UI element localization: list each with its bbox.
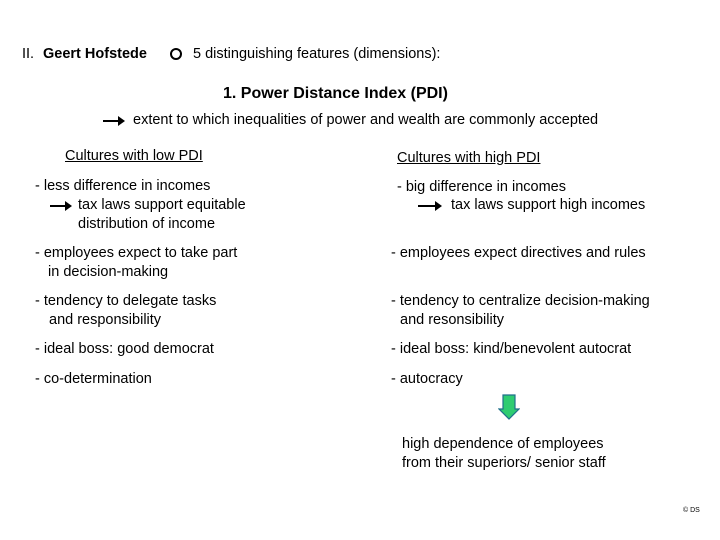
definition-text: extent to which inequalities of power and wealth are commonly accepted xyxy=(133,112,599,128)
right-arrow-icon xyxy=(50,205,70,207)
right-item-5-line1: - autocracy xyxy=(391,371,463,387)
right-item-2-line1: - employees expect directives and rules xyxy=(391,245,646,261)
header-numeral: II. xyxy=(22,46,35,62)
copyright-mark: © DS xyxy=(683,507,700,514)
left-item-3-line2: and responsibility xyxy=(49,312,162,328)
left-item-1-line3: distribution of income xyxy=(78,216,216,232)
author-name: Geert Hofstede xyxy=(43,46,147,62)
right-item-3-line2: and resonsibility xyxy=(400,312,504,328)
left-item-2-line2: in decision-making xyxy=(48,264,169,280)
left-item-1-line1: - less difference in incomes xyxy=(35,178,211,194)
right-arrow-icon xyxy=(418,205,440,207)
circle-bullet-icon xyxy=(170,48,182,60)
header-description: 5 distinguishing features (dimensions): xyxy=(193,46,441,62)
right-item-1-line2: tax laws support high incomes xyxy=(451,197,646,213)
conclusion-line1: high dependence of employees xyxy=(402,436,604,452)
right-item-4-line1: - ideal boss: kind/benevolent autocrat xyxy=(391,341,632,357)
left-item-1-line2: tax laws support equitable xyxy=(78,197,246,213)
section-title: 1. Power Distance Index (PDI) xyxy=(223,85,448,102)
down-arrow-icon xyxy=(498,394,520,420)
left-item-2-line1: - employees expect to take part xyxy=(35,245,238,261)
right-item-1-line1: - big difference in incomes xyxy=(397,179,566,195)
left-item-4-line1: - ideal boss: good democrat xyxy=(35,341,214,357)
left-item-5-line1: - co-determination xyxy=(35,371,152,387)
conclusion-line2: from their superiors/ senior staff xyxy=(402,455,606,471)
left-item-3-line1: - tendency to delegate tasks xyxy=(35,293,217,309)
right-column-heading: Cultures with high PDI xyxy=(397,150,541,166)
right-item-3-line1: - tendency to centralize decision-making xyxy=(391,293,650,309)
left-column-heading: Cultures with low PDI xyxy=(65,148,203,164)
right-arrow-icon xyxy=(103,120,123,122)
